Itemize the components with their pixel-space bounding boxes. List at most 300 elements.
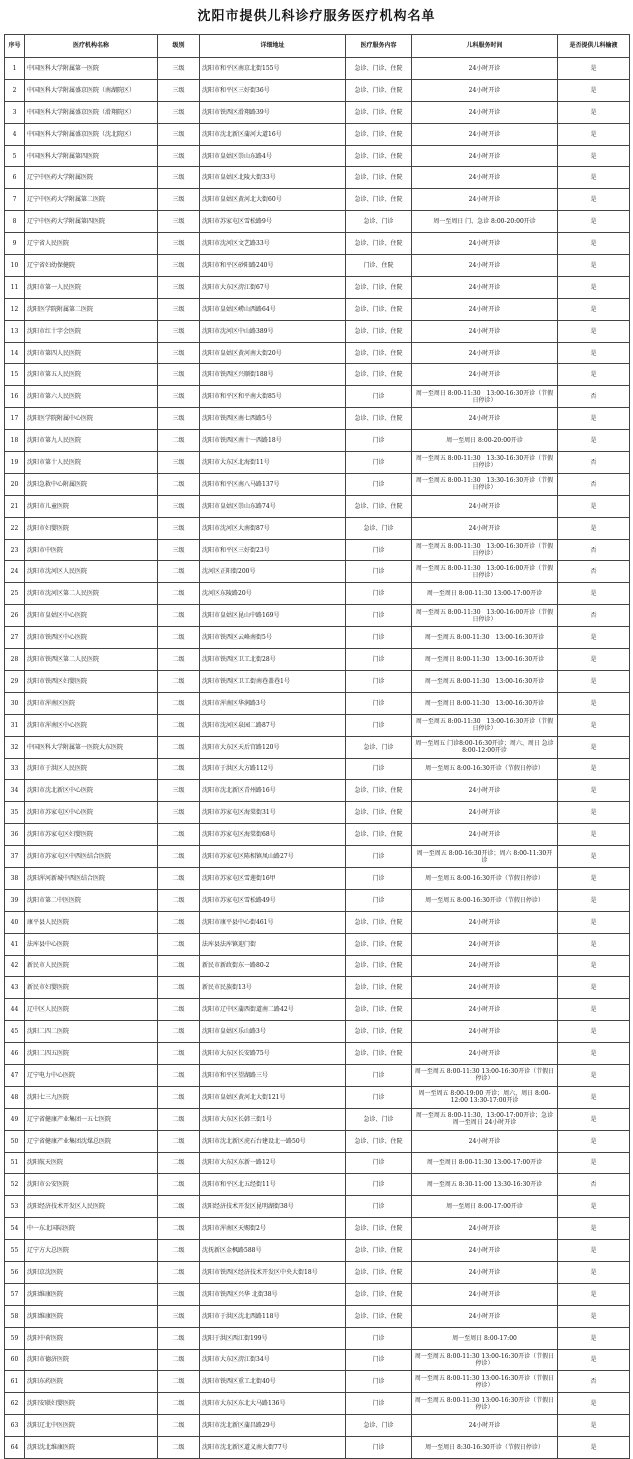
- level-cell: 三级: [158, 58, 200, 80]
- table-row: [5, 692, 630, 714]
- pediatric-hours-cell: 24小时开诊: [412, 233, 558, 255]
- institution-name-cell: 沈阳维康医院: [25, 1305, 158, 1327]
- service-content-cell: 门诊: [346, 846, 412, 868]
- institution-name-cell: 辽宁省人民医院: [25, 233, 158, 255]
- pediatric-hours-cell: 周一至周五 8:00-19:00 开诊；周六、周日 8:00-12:00 13:30-17:00开诊: [412, 1086, 558, 1108]
- level-cell: 二级: [158, 649, 200, 671]
- table-row: [5, 1261, 630, 1283]
- address-cell: 沈阳市和平区三好街23号: [200, 539, 346, 561]
- address-cell: 沈阳市铁西区滑翔路39号: [200, 101, 346, 123]
- pediatric-infusion-cell: 否: [558, 605, 630, 627]
- address-cell: 沈阳市沈河区中山路389号: [200, 320, 346, 342]
- pediatric-infusion-cell: 是: [558, 1130, 630, 1152]
- institution-name-cell: 沈阳东药医院: [25, 1371, 158, 1393]
- table-row: [5, 1043, 630, 1065]
- level-cell: 二级: [158, 627, 200, 649]
- institution-name-cell: 沈阳医学院附属第二医院: [25, 298, 158, 320]
- address-cell: 新民市新政街东一路80-2: [200, 955, 346, 977]
- pediatric-hours-cell: 24小时开诊: [412, 1305, 558, 1327]
- address-cell: 沈阳市大东区东北大马路136号: [200, 1393, 346, 1415]
- service-content-cell: 急诊、门诊、住院: [346, 911, 412, 933]
- institution-name-cell: 法库县中心医院: [25, 933, 158, 955]
- address-cell: 沈阳市于洪区大方路112号: [200, 758, 346, 780]
- pediatric-hours-cell: 周一至周五 8:00-16:30开诊（节假日停诊）: [412, 867, 558, 889]
- address-cell: 沈阳市大东区滂江街34号: [200, 1349, 346, 1371]
- pediatric-hours-cell: 周一至周五 门诊8:00-16:30开诊；周六、周日 急诊8:00-12:00开诊: [412, 736, 558, 758]
- service-content-cell: 门诊: [346, 605, 412, 627]
- pediatric-infusion-cell: 是: [558, 627, 630, 649]
- row-number-cell: 22: [5, 517, 25, 539]
- pediatric-infusion-cell: 是: [558, 670, 630, 692]
- service-content-cell: 门诊: [346, 692, 412, 714]
- institution-name-cell: 沈阳急救中心附属医院: [25, 473, 158, 495]
- row-number-cell: 50: [5, 1130, 25, 1152]
- table-row: [5, 758, 630, 780]
- address-cell: 沈阳市大东区长安路75号: [200, 1043, 346, 1065]
- service-content-cell: 急诊、门诊、住院: [346, 802, 412, 824]
- pediatric-hours-cell: 周一至周五 8:00-11:30 13:00-16:30开诊（节假日停诊）: [412, 1371, 558, 1393]
- address-cell: 沈阳市铁西区云峰南街5号: [200, 627, 346, 649]
- level-cell: 二级: [158, 430, 200, 452]
- service-content-cell: 急诊、门诊、住院: [346, 1218, 412, 1240]
- pediatric-hours-cell: 周一至周日 8:00-11:30 13:00-16:30开诊: [412, 692, 558, 714]
- pediatric-infusion-cell: 是: [558, 583, 630, 605]
- service-content-cell: 门诊: [346, 1327, 412, 1349]
- pediatric-infusion-cell: 是: [558, 1415, 630, 1437]
- level-cell: 三级: [158, 298, 200, 320]
- service-content-cell: 门诊: [346, 889, 412, 911]
- table-row: [5, 736, 630, 758]
- pediatric-hours-cell: 24小时开诊: [412, 1240, 558, 1262]
- institution-name-cell: 辽宁电力中心医院: [25, 1064, 158, 1086]
- table-row: [5, 1196, 630, 1218]
- table-row: [5, 583, 630, 605]
- level-cell: 二级: [158, 1086, 200, 1108]
- pediatric-infusion-cell: 是: [558, 692, 630, 714]
- pediatric-infusion-cell: 是: [558, 58, 630, 80]
- level-cell: 三级: [158, 364, 200, 386]
- institution-name-cell: 沈阳市第五人民医院: [25, 364, 158, 386]
- service-content-cell: 急诊、门诊、住院: [346, 824, 412, 846]
- pediatric-infusion-cell: 是: [558, 1283, 630, 1305]
- institution-name-cell: 辽宁省健康产业集团一五七医院: [25, 1108, 158, 1130]
- institution-name-cell: 中国医科大学附属第四医院: [25, 145, 158, 167]
- address-cell: 沈阳市铁西区南七西路5号: [200, 408, 346, 430]
- service-content-cell: 急诊、门诊、住院: [346, 58, 412, 80]
- table-row: [5, 1086, 630, 1108]
- address-cell: 沈阳市铁西区经济技术开发区中央大街18号: [200, 1261, 346, 1283]
- row-number-cell: 19: [5, 452, 25, 474]
- pediatric-hours-cell: 周一至周日 8:00-11:30 13:00-17:00开诊: [412, 1152, 558, 1174]
- header-cell: 儿科服务时间: [412, 35, 558, 58]
- service-content-cell: 门诊: [346, 1064, 412, 1086]
- level-cell: 二级: [158, 955, 200, 977]
- table-row: [5, 1437, 630, 1459]
- address-cell: 沈阳市大东区北海街11号: [200, 452, 346, 474]
- row-number-cell: 44: [5, 999, 25, 1021]
- pediatric-infusion-cell: 是: [558, 189, 630, 211]
- pediatric-hours-cell: 24小时开诊: [412, 780, 558, 802]
- institution-name-cell: 中国医科大学附属盛京医院（滑翔院区）: [25, 101, 158, 123]
- address-cell: 沈阳市皇姑区崇山东路74号: [200, 495, 346, 517]
- service-content-cell: 急诊、门诊、住院: [346, 495, 412, 517]
- table-row: [5, 276, 630, 298]
- pediatric-infusion-cell: 是: [558, 999, 630, 1021]
- institution-name-cell: 辽宁中医药大学附属第二医院: [25, 189, 158, 211]
- row-number-cell: 40: [5, 911, 25, 933]
- table-row: [5, 780, 630, 802]
- pediatric-infusion-cell: 是: [558, 1393, 630, 1415]
- table-row: [5, 473, 630, 495]
- row-number-cell: 6: [5, 167, 25, 189]
- table-row: [5, 320, 630, 342]
- pediatric-infusion-cell: 是: [558, 79, 630, 101]
- row-number-cell: 7: [5, 189, 25, 211]
- table-row: [5, 364, 630, 386]
- pediatric-hours-cell: 24小时开诊: [412, 1261, 558, 1283]
- pediatric-infusion-cell: 是: [558, 145, 630, 167]
- level-cell: 二级: [158, 736, 200, 758]
- pediatric-infusion-cell: 是: [558, 1327, 630, 1349]
- institution-name-cell: 沈阳经济技术开发区人民医院: [25, 1196, 158, 1218]
- address-cell: 沈阳于洪区西江街199号: [200, 1327, 346, 1349]
- row-number-cell: 63: [5, 1415, 25, 1437]
- pediatric-hours-cell: 24小时开诊: [412, 276, 558, 298]
- address-cell: 沈阳市皇姑区乐山路3号: [200, 1021, 346, 1043]
- service-content-cell: 门诊: [346, 539, 412, 561]
- institution-name-cell: 沈阳市沈河区第二人民医院: [25, 583, 158, 605]
- address-cell: 沈阳市和平区南京北街155号: [200, 58, 346, 80]
- institution-name-cell: 沈阳辽北中医医院: [25, 1415, 158, 1437]
- service-content-cell: 急诊、门诊、住院: [346, 276, 412, 298]
- row-number-cell: 1: [5, 58, 25, 80]
- address-cell: 沈阳市和平区南八马路137号: [200, 473, 346, 495]
- pediatric-hours-cell: 24小时开诊: [412, 79, 558, 101]
- row-number-cell: 56: [5, 1261, 25, 1283]
- service-content-cell: 急诊、门诊、住院: [346, 145, 412, 167]
- table-row: [5, 824, 630, 846]
- table-row: [5, 452, 630, 474]
- pediatric-hours-cell: 24小时开诊: [412, 298, 558, 320]
- address-cell: 沈阳市铁西区重工北街40号: [200, 1371, 346, 1393]
- table-row: [5, 955, 630, 977]
- pediatric-hours-cell: 24小时开诊: [412, 1415, 558, 1437]
- table-row: [5, 517, 630, 539]
- header-cell: 序号: [5, 35, 25, 58]
- service-content-cell: 门诊: [346, 1152, 412, 1174]
- service-content-cell: 门诊: [346, 430, 412, 452]
- pediatric-hours-cell: 24小时开诊: [412, 1130, 558, 1152]
- service-content-cell: 门诊: [346, 1437, 412, 1459]
- address-cell: 沈阳市于洪区沈北西路118号: [200, 1305, 346, 1327]
- pediatric-hours-cell: 24小时开诊: [412, 933, 558, 955]
- pediatric-infusion-cell: 是: [558, 233, 630, 255]
- table-row: [5, 255, 630, 277]
- service-content-cell: 急诊、门诊: [346, 211, 412, 233]
- pediatric-hours-cell: 24小时开诊: [412, 342, 558, 364]
- pediatric-hours-cell: 24小时开诊: [412, 123, 558, 145]
- pediatric-hours-cell: 24小时开诊: [412, 101, 558, 123]
- level-cell: 二级: [158, 1261, 200, 1283]
- institution-name-cell: 沈阳市于洪区人民医院: [25, 758, 158, 780]
- service-content-cell: 门诊、住院: [346, 255, 412, 277]
- pediatric-infusion-cell: 是: [558, 1437, 630, 1459]
- institution-name-cell: 沈阳维康医院: [25, 1283, 158, 1305]
- row-number-cell: 54: [5, 1218, 25, 1240]
- institution-name-cell: 沈阳二四五医院: [25, 1043, 158, 1065]
- table-row: [5, 889, 630, 911]
- level-cell: 二级: [158, 561, 200, 583]
- table-row: [5, 1305, 630, 1327]
- service-content-cell: 急诊、门诊、住院: [346, 320, 412, 342]
- address-cell: 沈阳市皇姑区崇山东路4号: [200, 145, 346, 167]
- level-cell: 三级: [158, 1305, 200, 1327]
- level-cell: 二级: [158, 1021, 200, 1043]
- level-cell: 二级: [158, 1174, 200, 1196]
- pediatric-hours-cell: 周一至周五 8:00-11:30 13:00-16:00开诊（节假日停诊）: [412, 605, 558, 627]
- row-number-cell: 52: [5, 1174, 25, 1196]
- row-number-cell: 58: [5, 1305, 25, 1327]
- institution-name-cell: 中国医科大学附属第一医院大东医院: [25, 736, 158, 758]
- pediatric-hours-cell: 周一至周五 8:00-11:30 13:00-16:30开诊: [412, 627, 558, 649]
- service-content-cell: 急诊、门诊、住院: [346, 1043, 412, 1065]
- table-row: [5, 867, 630, 889]
- pediatric-infusion-cell: 是: [558, 802, 630, 824]
- table-row: [5, 79, 630, 101]
- row-number-cell: 10: [5, 255, 25, 277]
- institution-name-cell: 沈阳市第九人民医院: [25, 430, 158, 452]
- pediatric-hours-cell: 24小时开诊: [412, 58, 558, 80]
- table-row: [5, 649, 630, 671]
- pediatric-hours-cell: 周一至周五 8:00-11:30 13:00-16:30开诊: [412, 670, 558, 692]
- table-row: [5, 605, 630, 627]
- institution-name-cell: 沈阳市皇姑区中心医院: [25, 605, 158, 627]
- address-cell: 沈阳市和平区砂阳路240号: [200, 255, 346, 277]
- table-row: [5, 1415, 630, 1437]
- table-row: [5, 1152, 630, 1174]
- level-cell: 三级: [158, 79, 200, 101]
- institution-name-cell: 新民市妇婴医院: [25, 977, 158, 999]
- address-cell: 沈河区正阳街200号: [200, 561, 346, 583]
- service-content-cell: 门诊: [346, 649, 412, 671]
- institution-name-cell: 沈阳市第二中医医院: [25, 889, 158, 911]
- address-cell: 沈阳市苏家屯区海棠街31号: [200, 802, 346, 824]
- institution-name-cell: 中国医科大学附属盛京医院（南湖院区）: [25, 79, 158, 101]
- table-row: [5, 1108, 630, 1130]
- level-cell: 三级: [158, 802, 200, 824]
- institution-name-cell: 沈阳市苏家屯区中心医院: [25, 802, 158, 824]
- row-number-cell: 51: [5, 1152, 25, 1174]
- pediatric-infusion-cell: 是: [558, 123, 630, 145]
- institution-name-cell: 沈阳中荷医院: [25, 1327, 158, 1349]
- row-number-cell: 24: [5, 561, 25, 583]
- institution-name-cell: 沈阳市妇婴医院: [25, 517, 158, 539]
- service-content-cell: 急诊、门诊、住院: [346, 1283, 412, 1305]
- hospital-table: [4, 34, 630, 1459]
- level-cell: 二级: [158, 1130, 200, 1152]
- table-row: [5, 1064, 630, 1086]
- service-content-cell: 急诊、门诊、住院: [346, 977, 412, 999]
- pediatric-hours-cell: 周一至周五 8:30-11:00 13:30-16:30开诊: [412, 1174, 558, 1196]
- level-cell: 二级: [158, 846, 200, 868]
- institution-name-cell: 沈阳市第十人民医院: [25, 452, 158, 474]
- pediatric-hours-cell: 24小时开诊: [412, 408, 558, 430]
- row-number-cell: 5: [5, 145, 25, 167]
- pediatric-infusion-cell: 是: [558, 1021, 630, 1043]
- header-cell: 医疗机构名称: [25, 35, 158, 58]
- row-number-cell: 48: [5, 1086, 25, 1108]
- pediatric-infusion-cell: 否: [558, 561, 630, 583]
- row-number-cell: 49: [5, 1108, 25, 1130]
- level-cell: 二级: [158, 977, 200, 999]
- institution-name-cell: 沈阳京沈医院: [25, 1261, 158, 1283]
- service-content-cell: 急诊、门诊、住院: [346, 167, 412, 189]
- level-cell: 三级: [158, 255, 200, 277]
- table-row: [5, 189, 630, 211]
- pediatric-hours-cell: 24小时开诊: [412, 977, 558, 999]
- table-row: [5, 1393, 630, 1415]
- table-row: [5, 1371, 630, 1393]
- service-content-cell: 门诊: [346, 1371, 412, 1393]
- service-content-cell: 门诊: [346, 714, 412, 736]
- service-content-cell: 急诊、门诊、住院: [346, 298, 412, 320]
- pediatric-hours-cell: 24小时开诊: [412, 517, 558, 539]
- service-content-cell: 门诊: [346, 1196, 412, 1218]
- address-cell: 沈阳市铁西区兴顺街188号: [200, 364, 346, 386]
- service-content-cell: 门诊: [346, 627, 412, 649]
- row-number-cell: 45: [5, 1021, 25, 1043]
- row-number-cell: 53: [5, 1196, 25, 1218]
- row-number-cell: 2: [5, 79, 25, 101]
- pediatric-infusion-cell: 是: [558, 430, 630, 452]
- institution-name-cell: 中国医科大学附属盛京医院（沈北院区）: [25, 123, 158, 145]
- service-content-cell: 门诊: [346, 386, 412, 408]
- pediatric-infusion-cell: 否: [558, 539, 630, 561]
- address-cell: 沈阳市大东区东新一路12号: [200, 1152, 346, 1174]
- level-cell: 三级: [158, 211, 200, 233]
- address-cell: 沈阳市铁西区卫工北街28号: [200, 649, 346, 671]
- institution-name-cell: 沈阳市铁西区妇婴医院: [25, 670, 158, 692]
- row-number-cell: 33: [5, 758, 25, 780]
- row-number-cell: 43: [5, 977, 25, 999]
- pediatric-hours-cell: 周一至周五 8:00-16:30开诊；周六 8:00-11:30开诊: [412, 846, 558, 868]
- pediatric-hours-cell: 24小时开诊: [412, 495, 558, 517]
- pediatric-hours-cell: 24小时开诊: [412, 1021, 558, 1043]
- service-content-cell: 急诊、门诊、住院: [346, 342, 412, 364]
- pediatric-hours-cell: 周一至周五 8:00-11:30 13:00-16:30开诊（节假日停诊）: [412, 539, 558, 561]
- table-row: [5, 977, 630, 999]
- address-cell: 沈阳市和平区和平南大街85号: [200, 386, 346, 408]
- table-row: [5, 145, 630, 167]
- level-cell: 三级: [158, 780, 200, 802]
- institution-name-cell: 辽宁方大总医院: [25, 1240, 158, 1262]
- table-row: [5, 123, 630, 145]
- pediatric-hours-cell: 24小时开诊: [412, 145, 558, 167]
- pediatric-hours-cell: 周一至周五 8:00-11:30 13:00-16:30开诊（节假日停诊）: [412, 1064, 558, 1086]
- institution-name-cell: 沈阳浑河新城中西医结合医院: [25, 867, 158, 889]
- institution-name-cell: 沈阳市德济医院: [25, 1349, 158, 1371]
- address-cell: 沈抚新区金枫路588号: [200, 1240, 346, 1262]
- pediatric-infusion-cell: 是: [558, 276, 630, 298]
- institution-name-cell: 沈阳市苏家屯区中西医结合医院: [25, 846, 158, 868]
- service-content-cell: 门诊: [346, 670, 412, 692]
- level-cell: 二级: [158, 1415, 200, 1437]
- service-content-cell: 急诊、门诊、住院: [346, 101, 412, 123]
- service-content-cell: 门诊: [346, 583, 412, 605]
- pediatric-infusion-cell: 是: [558, 955, 630, 977]
- row-number-cell: 42: [5, 955, 25, 977]
- service-content-cell: 急诊、门诊、住院: [346, 1021, 412, 1043]
- pediatric-hours-cell: 周一至周日 8:00-11:30 13:00-16:30开诊: [412, 649, 558, 671]
- institution-name-cell: 沈阳市铁西区中心医院: [25, 627, 158, 649]
- address-cell: 沈阳市皇姑区昆山中路169号: [200, 605, 346, 627]
- row-number-cell: 26: [5, 605, 25, 627]
- row-number-cell: 23: [5, 539, 25, 561]
- table-row: [5, 670, 630, 692]
- level-cell: 三级: [158, 539, 200, 561]
- pediatric-hours-cell: 24小时开诊: [412, 1043, 558, 1065]
- row-number-cell: 30: [5, 692, 25, 714]
- table-row: [5, 561, 630, 583]
- table-row: [5, 1327, 630, 1349]
- table-row: [5, 58, 630, 80]
- level-cell: 二级: [158, 889, 200, 911]
- row-number-cell: 62: [5, 1393, 25, 1415]
- service-content-cell: 门诊: [346, 1349, 412, 1371]
- header-cell: 医疗服务内容: [346, 35, 412, 58]
- pediatric-infusion-cell: 是: [558, 649, 630, 671]
- pediatric-infusion-cell: 是: [558, 211, 630, 233]
- pediatric-infusion-cell: 否: [558, 473, 630, 495]
- row-number-cell: 11: [5, 276, 25, 298]
- row-number-cell: 18: [5, 430, 25, 452]
- pediatric-infusion-cell: 否: [558, 386, 630, 408]
- level-cell: 二级: [158, 1196, 200, 1218]
- pediatric-hours-cell: 24小时开诊: [412, 320, 558, 342]
- level-cell: 二级: [158, 758, 200, 780]
- table-row: [5, 1283, 630, 1305]
- institution-name-cell: 沈阳沈北维康医院: [25, 1437, 158, 1459]
- pediatric-hours-cell: 24小时开诊: [412, 999, 558, 1021]
- pediatric-infusion-cell: 是: [558, 1108, 630, 1130]
- address-cell: 沈阳市沈河区泉园二路87号: [200, 714, 346, 736]
- table-row: [5, 999, 630, 1021]
- row-number-cell: 41: [5, 933, 25, 955]
- level-cell: 二级: [158, 1152, 200, 1174]
- row-number-cell: 13: [5, 320, 25, 342]
- level-cell: 二级: [158, 933, 200, 955]
- pediatric-hours-cell: 周一至周日 8:00-17:00: [412, 1327, 558, 1349]
- address-cell: 沈河区东陵路20号: [200, 583, 346, 605]
- pediatric-hours-cell: 周一至周五 8:00-11:30，13:00-17:00开诊；急诊 周一至周日 24小时开诊: [412, 1108, 558, 1130]
- address-cell: 沈阳市沈北新区蒲昌路29号: [200, 1415, 346, 1437]
- row-number-cell: 20: [5, 473, 25, 495]
- row-number-cell: 61: [5, 1371, 25, 1393]
- level-cell: 二级: [158, 911, 200, 933]
- level-cell: 二级: [158, 1240, 200, 1262]
- institution-name-cell: 沈阳市第四人民医院: [25, 342, 158, 364]
- row-number-cell: 64: [5, 1437, 25, 1459]
- service-content-cell: 急诊、门诊、住院: [346, 79, 412, 101]
- pediatric-hours-cell: 周一至周五 8:00-16:30开诊（节假日停诊）: [412, 889, 558, 911]
- row-number-cell: 8: [5, 211, 25, 233]
- pediatric-infusion-cell: 是: [558, 1261, 630, 1283]
- address-cell: 法库县法库镇迎门街: [200, 933, 346, 955]
- level-cell: 三级: [158, 452, 200, 474]
- level-cell: 三级: [158, 189, 200, 211]
- service-content-cell: 急诊、门诊: [346, 736, 412, 758]
- pediatric-hours-cell: 周一至周五 8:00-16:30开诊（节假日停诊）: [412, 758, 558, 780]
